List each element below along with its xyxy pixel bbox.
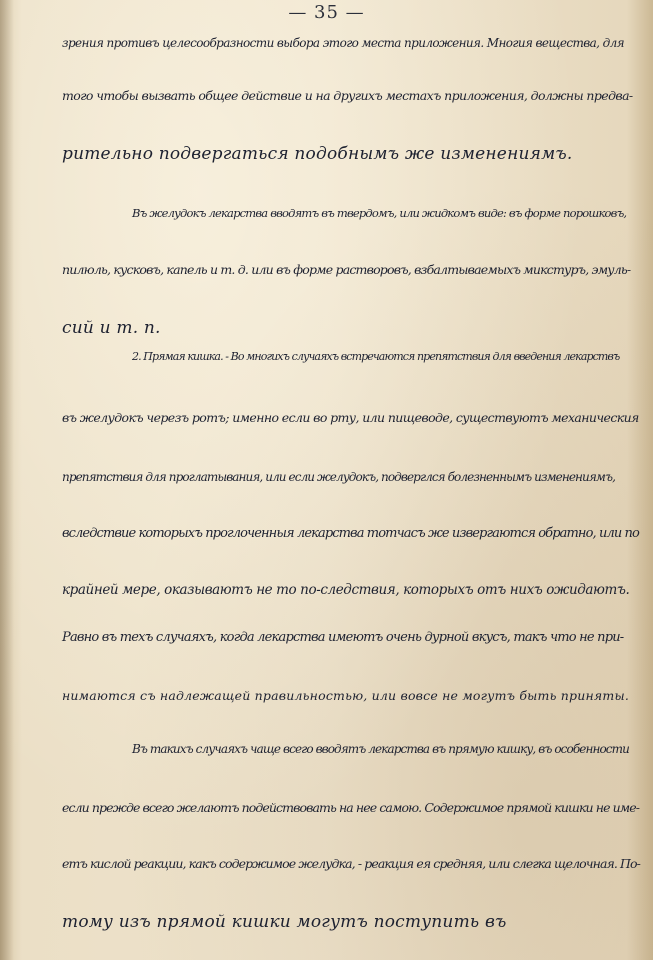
text-line: Въ желудокъ лекарства вводятъ въ твердомъ, или жидкомъ виде: въ форме порошковъ, <box>132 206 627 220</box>
text-line: въ желудокъ черезъ ротъ; именно если во рту, или пищеводе, существуютъ механическия <box>62 410 639 425</box>
text-line: Равно въ техъ случаяхъ, когда лекарства имеютъ очень дурной вкусъ, такъ что не при- <box>62 630 624 645</box>
text-line: нимаются съ надлежащей правильностью, или вовсе не могутъ быть приняты. <box>62 688 630 703</box>
page-number: — 35 — <box>288 2 365 23</box>
text-line: препятствия для проглатывания, или если желудокъ, подверглся болезненнымъ изменениямъ, <box>62 470 615 484</box>
text-line: крайней мере, оказываютъ не то по-следствия, которыхъ отъ нихъ ожидаютъ. <box>62 582 630 598</box>
text-line: сий и т. п. <box>62 318 161 338</box>
text-line: вследствие которыхъ проглоченныя лекарства тотчасъ же извергаются обратно, или по <box>62 526 639 541</box>
text-line: Въ такихъ случаяхъ чаще всего вводятъ лекарства въ прямую кишку, въ особенности <box>132 742 629 756</box>
text-line: пилюль, кусковъ, капель и т. д. или въ форме растворовъ, взбалтываемыхъ микстуръ, эмуль- <box>62 262 631 277</box>
text-line: если прежде всего желаютъ подействовать на нее самою. Содержимое прямой кишки не име- <box>62 800 640 815</box>
text-line: етъ кислой реакции, какъ содержимое желудка, - реакция ея средняя, или слегка щелочная. По- <box>62 856 640 871</box>
text-line: того чтобы вызвать общее действие и на другихъ местахъ приложения, должны предва- <box>62 88 633 103</box>
text-line: 2. Прямая кишка. - Во многихъ случаяхъ встречаются препятствия для введения лекарствъ <box>132 350 620 363</box>
text-line: зрения противъ целесообразности выбора этого места приложения. Многия вещества, для <box>62 36 625 50</box>
text-line: рительно подвергаться подобнымъ же изменениямъ. <box>62 144 573 164</box>
text-line: тому изъ прямой кишки могутъ поступить въ <box>62 912 507 932</box>
